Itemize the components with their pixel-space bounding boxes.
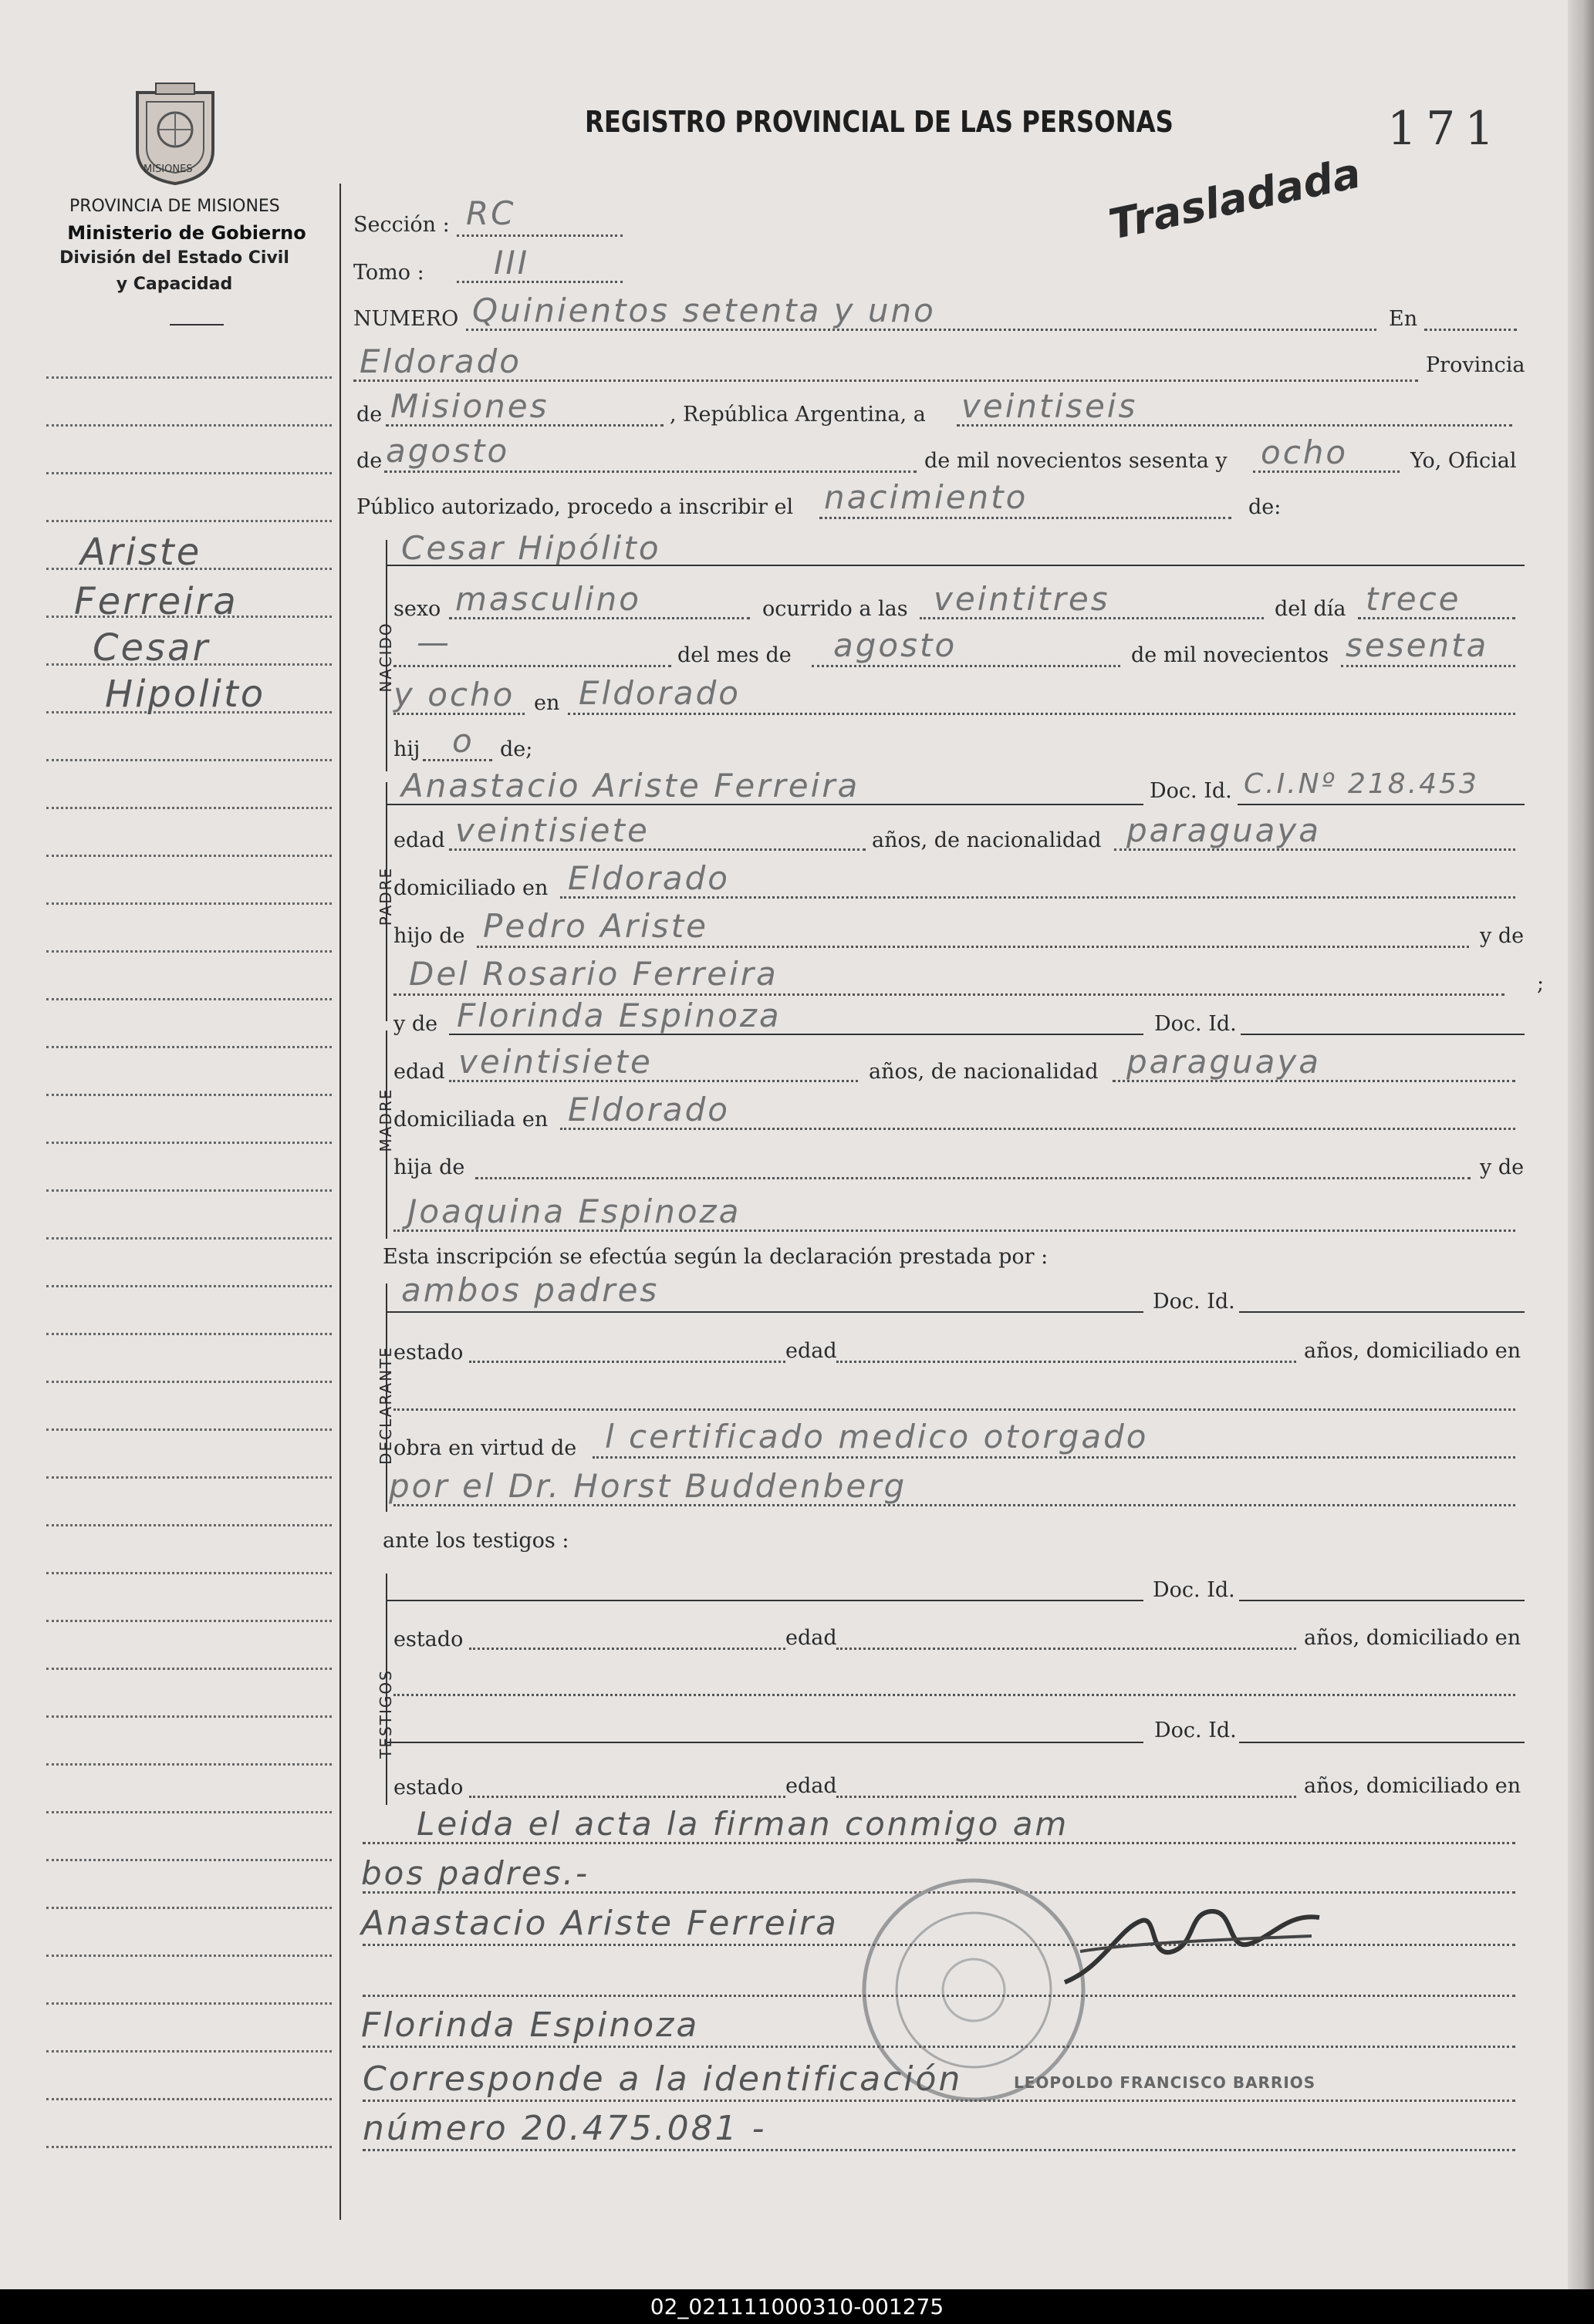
line-note-4 bbox=[363, 2149, 1515, 2151]
label-madre-doc: Doc. Id. bbox=[1154, 1012, 1237, 1036]
label-del-dia: del día bbox=[1275, 597, 1346, 621]
value-obra-2: por el Dr. Horst Buddenberg bbox=[389, 1467, 907, 1505]
margin-ruled-line bbox=[46, 424, 332, 427]
label-ante-testigos: ante los testigos : bbox=[383, 1529, 569, 1553]
label-padre-hijo-de: hijo de bbox=[393, 924, 465, 948]
margin-ruled-line bbox=[46, 1524, 332, 1526]
value-padre-dom: Eldorado bbox=[568, 859, 730, 897]
margin-ruled-line bbox=[46, 1381, 332, 1383]
label-declarante-doc: Doc. Id. bbox=[1153, 1290, 1235, 1314]
margin-ruled-line bbox=[46, 998, 332, 1000]
margin-ruled-line bbox=[46, 1715, 332, 1718]
margin-note-line-2: Ferreira bbox=[74, 580, 238, 623]
page-number: 171 bbox=[1387, 102, 1504, 156]
value-anio-nac-1: sesenta bbox=[1346, 626, 1489, 664]
value-mes: agosto bbox=[386, 432, 510, 470]
line-nombre bbox=[387, 565, 1525, 566]
line-signature-mother bbox=[363, 2046, 1515, 2048]
label-testigo-2-doc: Doc. Id. bbox=[1154, 1719, 1237, 1742]
margin-ruled-line bbox=[46, 2098, 332, 2100]
margin-ruled-line bbox=[46, 2146, 332, 2148]
value-obra-1: l certificado medico otorgado bbox=[605, 1418, 1149, 1455]
label-tomo: Tomo : bbox=[353, 261, 424, 285]
line-declarante bbox=[387, 1311, 1143, 1313]
value-padre-padre: Pedro Ariste bbox=[483, 907, 708, 945]
side-label-padre: PADRE bbox=[377, 866, 395, 926]
office-underline bbox=[170, 324, 224, 325]
margin-ruled-line bbox=[46, 950, 332, 953]
value-declarante: ambos padres bbox=[401, 1271, 660, 1309]
value-lugar-nac: Eldorado bbox=[579, 674, 741, 712]
label-de-mes: de bbox=[356, 449, 383, 473]
value-anio-nac-2: y ocho bbox=[393, 676, 515, 713]
office-line-2: Ministerio de Gobierno bbox=[67, 222, 306, 244]
label-madre-nac: años, de nacionalidad bbox=[869, 1060, 1099, 1084]
label-semicolon: ; bbox=[1537, 972, 1545, 996]
label-declarante-domiciliado: años, domiciliado en bbox=[1304, 1339, 1521, 1363]
label-madre-edad: edad bbox=[393, 1060, 445, 1084]
margin-ruled-line bbox=[46, 520, 332, 522]
margin-ruled-line bbox=[46, 1094, 332, 1096]
label-publico: Público autorizado, procedo a inscribir el bbox=[356, 495, 794, 519]
value-padre-nac: paraguaya bbox=[1126, 811, 1322, 849]
value-madre-edad: veintisiete bbox=[458, 1043, 653, 1081]
margin-ruled-line bbox=[46, 1189, 332, 1192]
label-testigo-1-doc: Doc. Id. bbox=[1153, 1578, 1235, 1602]
margin-note-line-1: Ariste bbox=[80, 531, 202, 574]
margin-note-line-3: Cesar bbox=[93, 626, 211, 670]
label-padre-nac: años, de nacionalidad bbox=[872, 828, 1102, 852]
margin-note-line-4: Hipolito bbox=[105, 673, 266, 716]
value-numero: Quinientos setenta y uno bbox=[472, 292, 936, 329]
label-del-mes: del mes de bbox=[677, 643, 792, 667]
signature-mother: Florinda Espinoza bbox=[361, 2005, 700, 2045]
line-madre-nombre bbox=[449, 1034, 1143, 1035]
value-seccion: RC bbox=[466, 194, 516, 232]
label-republica: , República Argentina, a bbox=[670, 403, 926, 427]
line-lugar bbox=[353, 379, 1418, 382]
line-madre-padre bbox=[475, 1177, 1471, 1179]
label-de-mil-novecientos: de mil novecientos bbox=[1131, 643, 1329, 667]
line-signature-2 bbox=[363, 1995, 1515, 1997]
value-dia-nac: trece bbox=[1366, 580, 1461, 618]
margin-ruled-line bbox=[46, 759, 332, 761]
margin-ruled-line bbox=[46, 1428, 332, 1431]
label-en: En bbox=[1389, 307, 1418, 331]
label-testigo-1-edad: edad bbox=[785, 1626, 837, 1650]
margin-ruled-line bbox=[46, 1955, 332, 1957]
margin-ruled-line bbox=[46, 376, 332, 379]
line-obra-1 bbox=[593, 1456, 1515, 1459]
value-nombre: Cesar Hipólito bbox=[401, 529, 661, 567]
label-seccion: Sección : bbox=[353, 213, 450, 237]
label-declarante-estado: estado bbox=[393, 1341, 464, 1364]
side-label-declarante: DECLARANTE bbox=[377, 1346, 395, 1465]
value-hora: veintitres bbox=[934, 580, 1110, 618]
label-yo-oficial: Yo, Oficial bbox=[1410, 449, 1517, 473]
margin-ruled-line bbox=[46, 1333, 332, 1335]
margin-ruled-line bbox=[46, 855, 332, 857]
label-padre-doc: Doc. Id. bbox=[1150, 779, 1232, 803]
office-line-1: PROVINCIA DE MISIONES bbox=[69, 197, 280, 216]
line-en-tail bbox=[1424, 329, 1517, 331]
label-padre-dom: domiciliado en bbox=[393, 876, 549, 900]
value-padre-madre: Del Rosario Ferreira bbox=[409, 955, 778, 993]
value-madre-madre: Joaquina Espinoza bbox=[407, 1192, 741, 1230]
line-declarante-estado bbox=[469, 1361, 785, 1363]
label-sexo: sexo bbox=[393, 597, 441, 621]
label-obra: obra en virtud de bbox=[393, 1436, 577, 1460]
official-name-stamp: LEOPOLDO FRANCISCO BARRIOS bbox=[1014, 2073, 1316, 2092]
note-line-4: número 20.475.081 - bbox=[363, 2109, 767, 2148]
label-de-semicolon: de; bbox=[500, 737, 533, 761]
line-anio-nac-2 bbox=[393, 713, 525, 715]
line-mes-nac bbox=[812, 665, 1120, 667]
line-padre-nombre bbox=[387, 804, 1143, 805]
line-padre-padre bbox=[477, 946, 1469, 948]
official-signature-icon bbox=[1057, 1897, 1335, 1998]
line-testigo-2 bbox=[387, 1742, 1143, 1743]
line-padre-madre bbox=[393, 993, 1505, 996]
value-tomo: III bbox=[494, 244, 530, 282]
label-en-nac: en bbox=[534, 691, 560, 715]
margin-ruled-line bbox=[46, 1859, 332, 1861]
value-hij: o bbox=[452, 722, 474, 760]
label-inscripcion: Esta inscripción se efectúa según la declaración prestada por : bbox=[383, 1245, 1049, 1269]
line-mes bbox=[384, 471, 917, 473]
margin-ruled-line bbox=[46, 1285, 332, 1287]
label-testigo-1-estado: estado bbox=[393, 1627, 464, 1651]
margin-ruled-line bbox=[46, 1668, 332, 1670]
image-id-footer: 02_021111000310-001275 bbox=[0, 2289, 1594, 2324]
margin-ruled-line bbox=[46, 1237, 332, 1240]
value-lugar: Eldorado bbox=[360, 342, 522, 380]
signature-father: Anastacio Ariste Ferreira bbox=[361, 1904, 839, 1943]
office-line-3: División del Estado Civil bbox=[59, 248, 289, 268]
margin-ruled-line bbox=[46, 1476, 332, 1479]
value-anio: ocho bbox=[1261, 433, 1349, 471]
label-padre-edad: edad bbox=[393, 828, 445, 852]
margin-ruled-line bbox=[46, 1811, 332, 1813]
main-vertical-rule bbox=[339, 184, 341, 2220]
margin-ruled-line bbox=[46, 1907, 332, 1909]
line-testigo-2-estado bbox=[469, 1796, 785, 1798]
margin-ruled-line bbox=[46, 1142, 332, 1144]
line-note-3 bbox=[363, 2100, 1515, 2102]
value-provincia: Misiones bbox=[390, 387, 549, 425]
side-label-testigos: TESTIGOS bbox=[377, 1669, 395, 1759]
line-note-1 bbox=[363, 1842, 1515, 1844]
line-anio-nac bbox=[1341, 665, 1515, 667]
label-madre-y-de: y de bbox=[393, 1012, 438, 1036]
value-dash: — bbox=[417, 623, 451, 661]
margin-ruled-line bbox=[46, 472, 332, 474]
value-acto: nacimiento bbox=[824, 478, 1028, 516]
value-madre-nombre: Florinda Espinoza bbox=[457, 997, 782, 1034]
line-madre-doc bbox=[1241, 1034, 1525, 1035]
value-sexo: masculino bbox=[455, 580, 641, 618]
trasladada-stamp: Trasladada bbox=[1104, 148, 1366, 249]
label-mil-novecientos-sesenta-y: de mil novecientos sesenta y bbox=[924, 449, 1228, 473]
label-testigo-2-domiciliado: años, domiciliado en bbox=[1304, 1774, 1521, 1798]
label-ocurrido: ocurrido a las bbox=[762, 597, 908, 621]
label-provincia: Provincia bbox=[1426, 353, 1525, 377]
note-line-2: bos padres.- bbox=[361, 1854, 590, 1892]
margin-ruled-line bbox=[46, 807, 332, 809]
label-madre-y-de-2: y de bbox=[1480, 1155, 1525, 1179]
line-acto bbox=[819, 517, 1231, 519]
line-seccion bbox=[457, 234, 623, 237]
line-declarante-edad bbox=[836, 1361, 1296, 1363]
value-padre-doc: C.I.Nº 218.453 bbox=[1244, 768, 1479, 800]
margin-ruled-line bbox=[46, 2002, 332, 2005]
value-madre-dom: Eldorado bbox=[568, 1091, 730, 1128]
line-obra-2 bbox=[393, 1504, 1515, 1506]
line-madre-madre bbox=[393, 1229, 1515, 1232]
label-hij: hij bbox=[393, 737, 420, 761]
value-mes-nac: agosto bbox=[833, 626, 957, 664]
label-madre-dom: domiciliada en bbox=[393, 1108, 549, 1132]
value-padre-edad: veintisiete bbox=[455, 811, 650, 849]
value-dia: veintiseis bbox=[961, 387, 1138, 425]
label-de-colon: de: bbox=[1248, 495, 1282, 519]
value-padre-nombre: Anastacio Ariste Ferreira bbox=[401, 767, 860, 804]
margin-ruled-line bbox=[46, 2050, 332, 2052]
office-line-4: y Capacidad bbox=[116, 275, 233, 294]
line-testigo-1-domicilio bbox=[393, 1694, 1515, 1696]
value-madre-nac: paraguaya bbox=[1126, 1043, 1322, 1081]
line-padre-doc bbox=[1238, 804, 1525, 805]
seal-text: MISIONES bbox=[144, 164, 193, 175]
line-declarante-domicilio bbox=[393, 1408, 1515, 1411]
line-testigo-1-edad bbox=[836, 1648, 1296, 1650]
label-testigo-2-estado: estado bbox=[393, 1776, 464, 1799]
margin-ruled-line bbox=[46, 1046, 332, 1048]
line-declarante-doc bbox=[1239, 1311, 1525, 1313]
line-del-mes-pre bbox=[393, 665, 671, 667]
label-padre-y-de: y de bbox=[1480, 924, 1525, 948]
label-testigo-1-domiciliado: años, domiciliado en bbox=[1304, 1626, 1521, 1650]
line-testigo-1 bbox=[387, 1600, 1143, 1601]
line-testigo-1-doc bbox=[1239, 1600, 1525, 1601]
note-line-3: Corresponde a la identificación bbox=[363, 2059, 963, 2099]
line-testigo-1-estado bbox=[469, 1648, 785, 1650]
line-signature-father bbox=[363, 1944, 1515, 1946]
line-tomo bbox=[457, 281, 623, 283]
page-edge bbox=[1568, 0, 1594, 2289]
line-testigo-2-edad bbox=[836, 1796, 1296, 1798]
label-numero: NUMERO bbox=[353, 307, 459, 331]
side-label-nacido: NACIDO bbox=[377, 622, 395, 693]
line-testigo-2-doc bbox=[1239, 1742, 1525, 1743]
margin-ruled-line bbox=[46, 1763, 332, 1766]
margin-ruled-line bbox=[46, 902, 332, 905]
document-title: REGISTRO PROVINCIAL DE LAS PERSONAS bbox=[585, 105, 1174, 139]
label-testigo-2-edad: edad bbox=[785, 1774, 837, 1798]
side-label-madre: MADRE bbox=[377, 1088, 395, 1152]
margin-ruled-line bbox=[46, 1620, 332, 1622]
label-madre-hija-de: hija de bbox=[393, 1155, 465, 1179]
note-line-1: Leida el acta la firman conmigo am bbox=[417, 1805, 1069, 1843]
margin-ruled-line bbox=[46, 1572, 332, 1574]
line-lugar-nac bbox=[568, 713, 1515, 715]
label-declarante-edad: edad bbox=[785, 1339, 837, 1363]
label-de-provincia: de bbox=[356, 403, 383, 427]
